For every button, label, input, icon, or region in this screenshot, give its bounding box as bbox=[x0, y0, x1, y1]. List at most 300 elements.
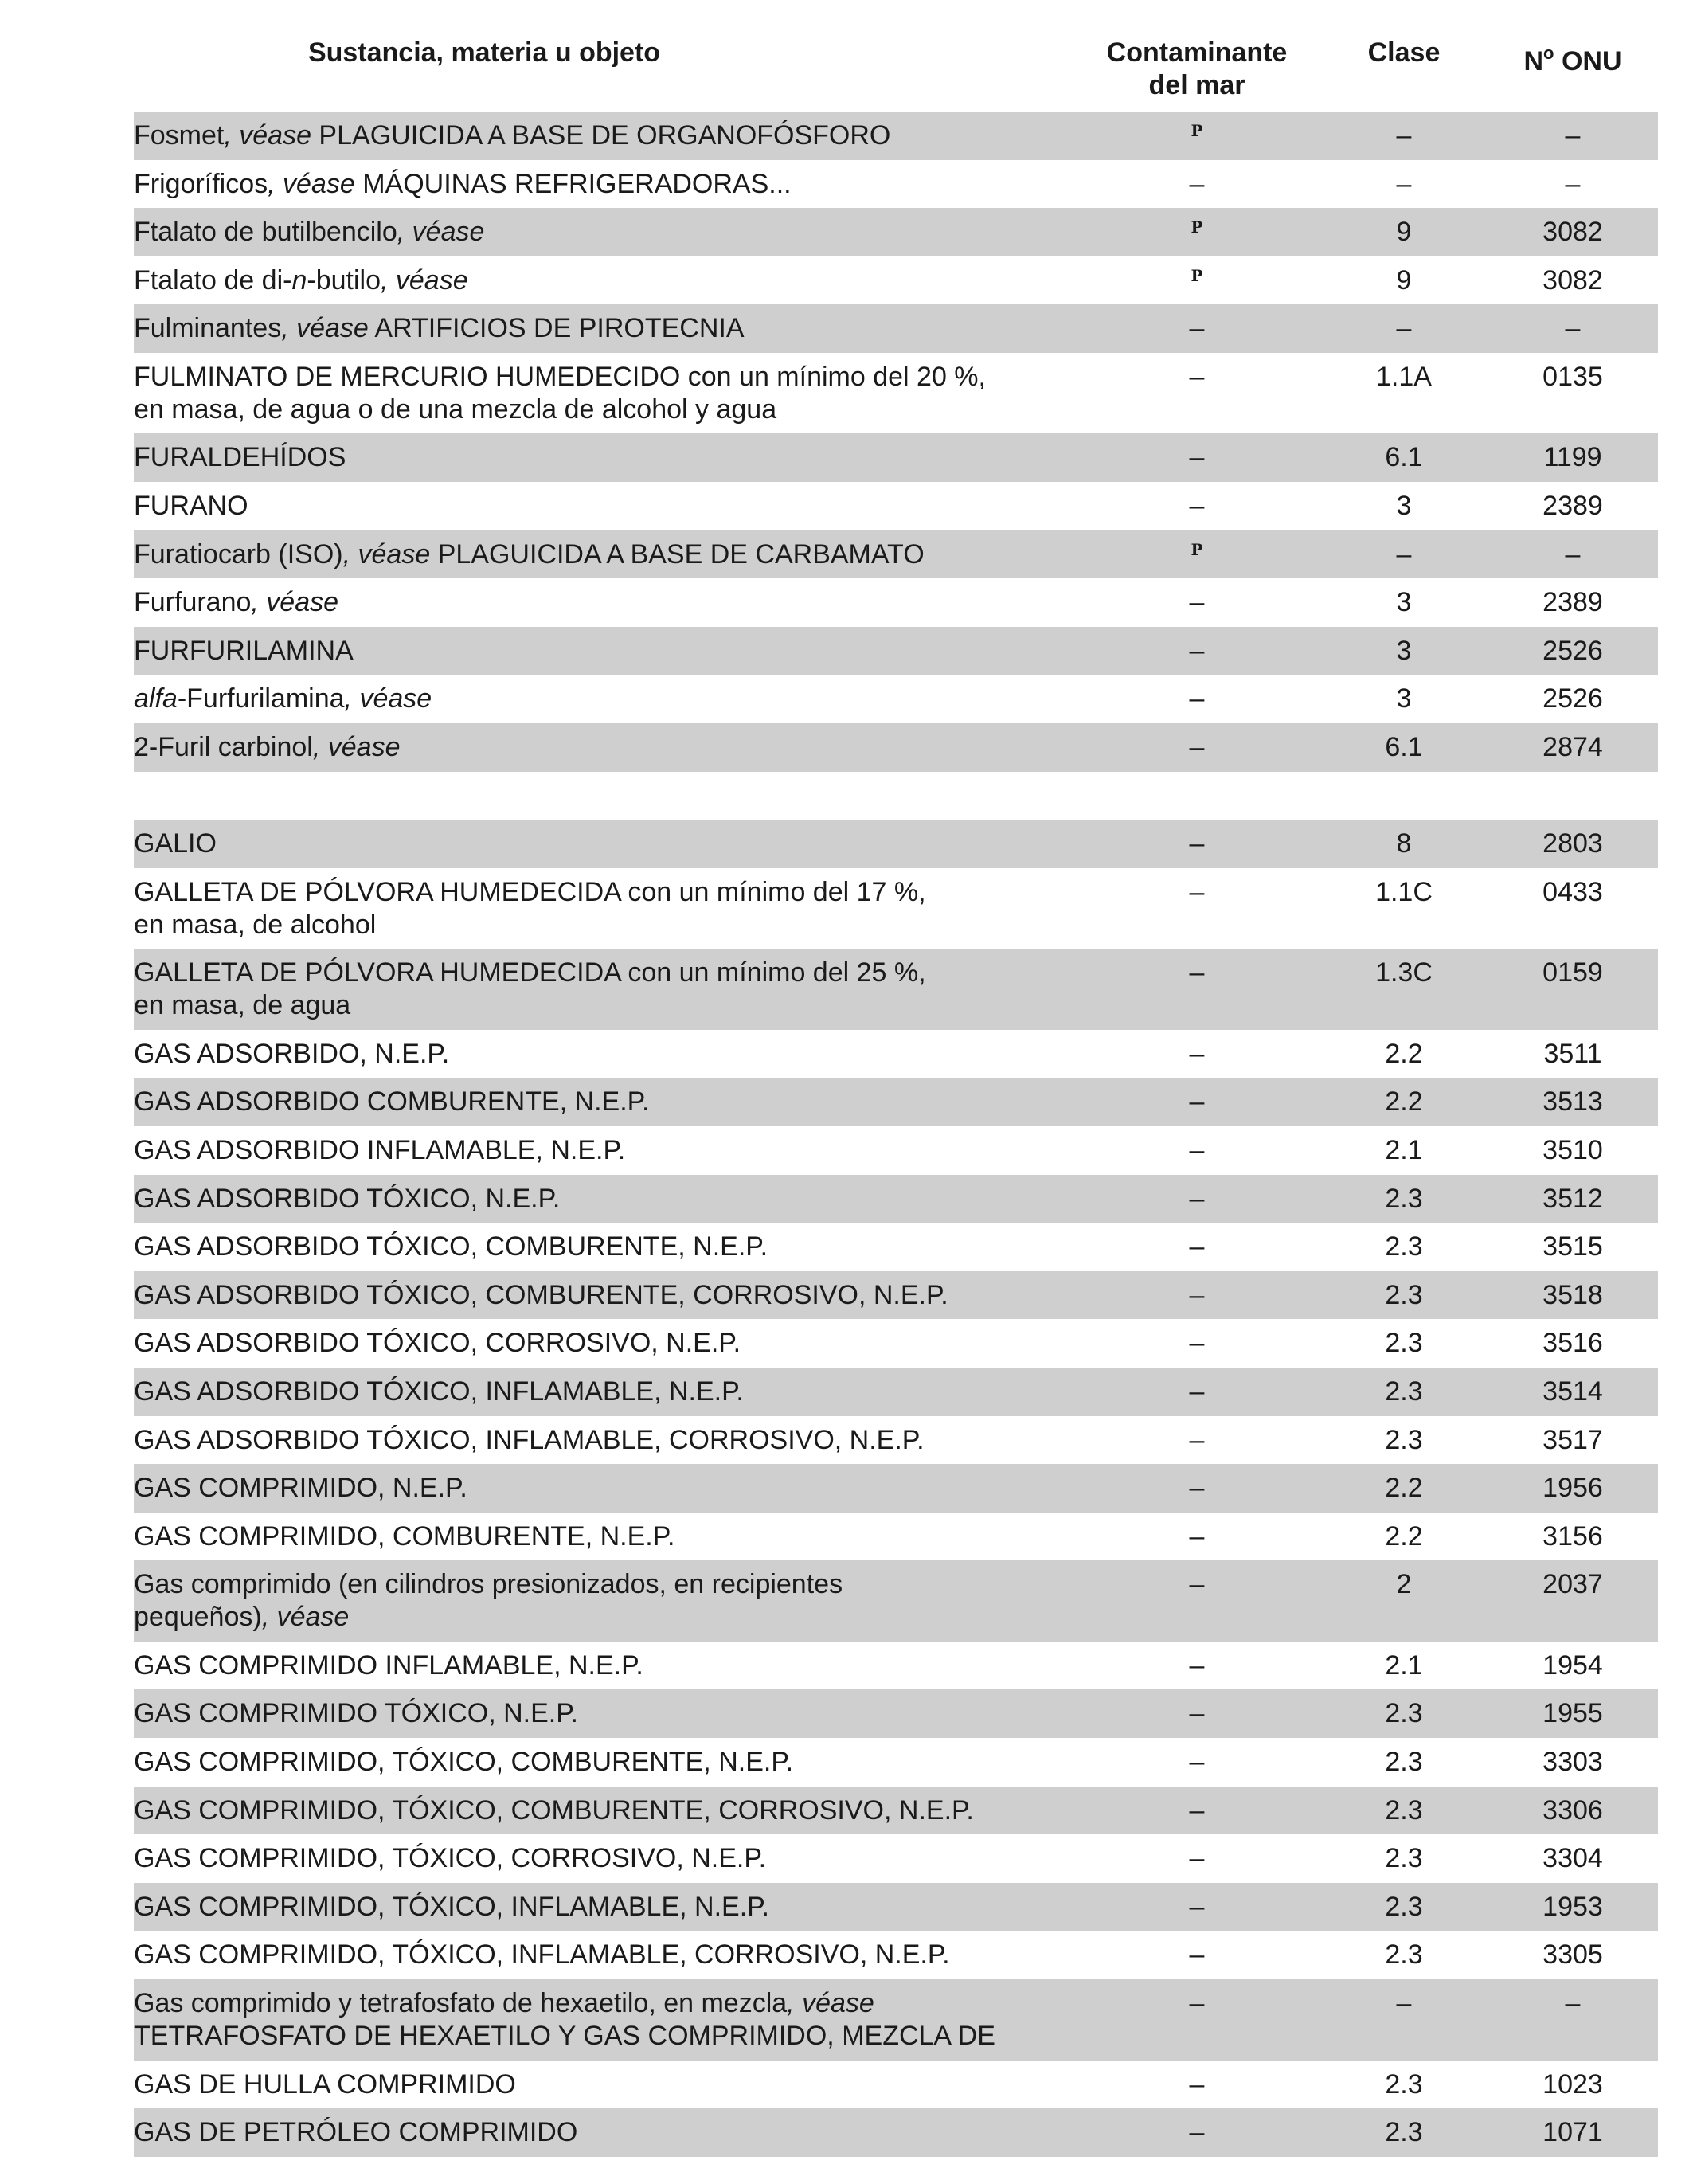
marine-pollutant-value: – bbox=[1189, 1376, 1205, 1407]
header-class: Clase bbox=[1367, 37, 1441, 68]
marine-pollutant-cell bbox=[1073, 2108, 1320, 2149]
marine-pollutant-cell bbox=[1073, 723, 1320, 764]
table-row bbox=[134, 304, 1658, 353]
marine-pollutant-cell bbox=[1073, 1175, 1320, 1215]
substance-cell bbox=[134, 1030, 1073, 1070]
marine-pollutant-value: – bbox=[1189, 168, 1205, 199]
marine-pollutant-cell bbox=[1073, 578, 1320, 619]
table-row bbox=[134, 1738, 1658, 1787]
substance-text-part: GAS ADSORBIDO, N.E.P. bbox=[134, 1038, 450, 1069]
substance-line bbox=[134, 731, 1073, 764]
marine-pollutant-cell bbox=[1073, 353, 1320, 393]
document-page bbox=[134, 32, 1658, 2157]
table-row bbox=[134, 1834, 1658, 1883]
class-cell: 2.3 bbox=[1385, 1183, 1423, 1214]
substance-cell bbox=[134, 1078, 1073, 1118]
marine-pollutant-cell bbox=[1073, 256, 1320, 300]
class-cell: – bbox=[1396, 538, 1412, 569]
substance-cell bbox=[134, 2108, 1073, 2149]
marine-pollutant-value: – bbox=[1189, 1424, 1205, 1455]
class-cell: – bbox=[1396, 120, 1412, 151]
substance-cell bbox=[134, 208, 1073, 249]
substance-text-part: GAS COMPRIMIDO, TÓXICO, COMBURENTE, N.E.P. bbox=[134, 1747, 794, 1778]
substance-text-part: -butilo bbox=[307, 264, 381, 296]
marine-pollutant-value: – bbox=[1189, 957, 1205, 988]
un-number-cell: 2526 bbox=[1542, 683, 1603, 714]
marine-pollutant-cell bbox=[1073, 530, 1320, 574]
marine-pollutant-cell bbox=[1073, 1787, 1320, 1827]
class-cell: 2.3 bbox=[1385, 1891, 1423, 1922]
table-row bbox=[134, 1416, 1658, 1465]
substance-text-part: , véase bbox=[281, 313, 369, 344]
class-cell: 9 bbox=[1396, 217, 1412, 248]
marine-pollutant-value: – bbox=[1189, 313, 1205, 344]
class-cell: 2.3 bbox=[1385, 1424, 1423, 1455]
un-number-cell: 1954 bbox=[1542, 1650, 1603, 1681]
table-row bbox=[134, 578, 1658, 627]
substance-line-2: en masa, de agua bbox=[134, 990, 351, 1021]
substance-cell bbox=[134, 433, 1073, 474]
un-number-cell: 3304 bbox=[1542, 1843, 1603, 1874]
marine-pollutant-value: – bbox=[1189, 1473, 1205, 1504]
substance-text-part: GAS ADSORBIDO COMBURENTE, N.E.P. bbox=[134, 1086, 650, 1117]
table-row bbox=[134, 256, 1658, 305]
marine-pollutant-cell bbox=[1073, 304, 1320, 345]
marine-pollutant-value: – bbox=[1189, 1698, 1205, 1729]
substance-text-part: GAS ADSORBIDO TÓXICO, CORROSIVO, N.E.P. bbox=[134, 1328, 741, 1359]
un-number-cell: 3518 bbox=[1542, 1279, 1603, 1310]
substance-text-part: , véase bbox=[312, 732, 401, 763]
substance-text-part: Gas comprimido (en cilindros presionizados, en recipientes bbox=[134, 1569, 843, 1600]
class-cell: 3 bbox=[1396, 491, 1412, 522]
marine-pollutant-value: – bbox=[1189, 1988, 1205, 2018]
marine-pollutant-cell bbox=[1073, 675, 1320, 715]
table-row bbox=[134, 433, 1658, 482]
substance-line bbox=[134, 361, 1073, 393]
substance-cell bbox=[134, 1689, 1073, 1730]
marine-pollutant-value: – bbox=[1189, 683, 1205, 714]
substance-cell bbox=[134, 868, 1073, 941]
table-row bbox=[134, 1175, 1658, 1223]
table-row bbox=[134, 1368, 1658, 1416]
marine-pollutant-cell bbox=[1073, 433, 1320, 474]
substance-text-part: pequeños) bbox=[134, 1602, 262, 1633]
substance-text-part: GAS DE PETRÓLEO COMPRIMIDO bbox=[134, 2117, 578, 2148]
class-cell: – bbox=[1396, 313, 1412, 344]
un-number-cell: 1956 bbox=[1542, 1473, 1603, 1504]
marine-pollutant-value: – bbox=[1189, 1939, 1205, 1971]
substance-text-part: PLAGUICIDA A BASE DE ORGANOFÓSFORO bbox=[311, 120, 891, 151]
substance-line bbox=[134, 1183, 1073, 1215]
marine-pollutant-value: – bbox=[1189, 1795, 1205, 1826]
table-row bbox=[134, 2061, 1658, 2109]
substance-cell bbox=[134, 256, 1073, 297]
un-number-cell: 3303 bbox=[1542, 1747, 1603, 1778]
marine-pollutant-cell bbox=[1073, 1513, 1320, 1553]
table-row bbox=[134, 1689, 1658, 1738]
class-cell: 2.3 bbox=[1385, 1698, 1423, 1729]
marine-pollutant-cell bbox=[1073, 868, 1320, 909]
marine-pollutant-cell bbox=[1073, 1689, 1320, 1730]
substance-text-part: GAS COMPRIMIDO, N.E.P. bbox=[134, 1473, 467, 1504]
table-row bbox=[134, 868, 1658, 949]
substance-cell bbox=[134, 160, 1073, 201]
substance-text-part: , véase bbox=[251, 587, 339, 618]
substance-line bbox=[134, 264, 1073, 297]
marine-pollutant-cell bbox=[1073, 1416, 1320, 1457]
substance-line bbox=[134, 1795, 1073, 1827]
marine-pollutant-cell bbox=[1073, 1560, 1320, 1601]
un-number-cell: 1953 bbox=[1542, 1891, 1603, 1922]
marine-pollutant-value: – bbox=[1189, 635, 1205, 666]
substance-text-part: Ftalato de di- bbox=[134, 264, 292, 296]
table-row bbox=[134, 530, 1658, 579]
class-cell: 2.3 bbox=[1385, 1939, 1423, 1971]
substance-cell bbox=[134, 2061, 1073, 2101]
marine-pollutant-value: – bbox=[1189, 732, 1205, 763]
substance-cell bbox=[134, 675, 1073, 715]
substance-text-part: Ftalato de butilbencilo bbox=[134, 217, 397, 248]
substance-text-part: GAS COMPRIMIDO, TÓXICO, CORROSIVO, N.E.P. bbox=[134, 1843, 767, 1874]
marine-pollutant-cell bbox=[1073, 627, 1320, 667]
marine-pollutant-value: – bbox=[1189, 1328, 1205, 1359]
substance-text-part: -Furfurilamina bbox=[177, 683, 345, 714]
un-number-cell: 3512 bbox=[1542, 1183, 1603, 1214]
substance-text-part: , véase bbox=[268, 168, 355, 199]
marine-pollutant-cell bbox=[1073, 1642, 1320, 1682]
substance-line bbox=[134, 538, 1073, 571]
class-cell: 2.3 bbox=[1385, 2117, 1423, 2148]
marine-pollutant-value: – bbox=[1189, 1747, 1205, 1778]
table-row bbox=[134, 1030, 1658, 1078]
marine-pollutant-cell bbox=[1073, 482, 1320, 523]
substance-text-part: , véase bbox=[344, 683, 432, 714]
substance-text-part: Furfurano bbox=[134, 587, 252, 618]
class-cell: 3 bbox=[1396, 683, 1412, 714]
substance-cell bbox=[134, 1513, 1073, 1553]
class-cell: – bbox=[1396, 168, 1412, 199]
class-cell: 2.3 bbox=[1385, 1843, 1423, 1874]
table-row bbox=[134, 112, 1658, 160]
substance-line bbox=[134, 1231, 1073, 1263]
marine-pollutant-cell bbox=[1073, 208, 1320, 252]
table-row bbox=[134, 1319, 1658, 1368]
substance-cell bbox=[134, 1787, 1073, 1827]
substance-text-part: GAS COMPRIMIDO, COMBURENTE, N.E.P. bbox=[134, 1521, 675, 1552]
substance-line bbox=[134, 1987, 1073, 2020]
substance-cell bbox=[134, 353, 1073, 426]
table-row bbox=[134, 1126, 1658, 1175]
class-cell: 1.1C bbox=[1375, 876, 1433, 907]
class-cell: 8 bbox=[1396, 828, 1412, 859]
marine-pollutant-value: – bbox=[1189, 1086, 1205, 1117]
table-row bbox=[134, 1513, 1658, 1561]
marine-pollutant-mark: P bbox=[1191, 217, 1203, 237]
un-number-cell: 3082 bbox=[1542, 217, 1603, 248]
marine-pollutant-cell bbox=[1073, 1271, 1320, 1312]
table-row bbox=[134, 1078, 1658, 1126]
substance-cell bbox=[134, 1319, 1073, 1360]
substance-text-part: ARTIFICIOS DE PIROTECNIA bbox=[368, 313, 745, 344]
un-number-cell: 3514 bbox=[1542, 1376, 1603, 1407]
substance-text-part: GAS ADSORBIDO TÓXICO, N.E.P. bbox=[134, 1183, 561, 1214]
substance-line bbox=[134, 1086, 1073, 1118]
substance-cell bbox=[134, 1175, 1073, 1215]
marine-pollutant-cell bbox=[1073, 1464, 1320, 1505]
un-number-cell: 1199 bbox=[1543, 442, 1602, 473]
table-row bbox=[134, 675, 1658, 723]
un-number-cell: 0159 bbox=[1542, 957, 1603, 988]
substance-cell bbox=[134, 1223, 1073, 1263]
substance-text-part: , véase bbox=[787, 1988, 874, 2018]
substance-line bbox=[134, 1521, 1073, 1553]
substance-line bbox=[134, 1376, 1073, 1408]
marine-pollutant-cell bbox=[1073, 1883, 1320, 1924]
substance-line bbox=[134, 1134, 1073, 1167]
marine-pollutant-value: – bbox=[1189, 361, 1205, 392]
substance-cell bbox=[134, 820, 1073, 860]
table-row bbox=[134, 1223, 1658, 1271]
substance-cell bbox=[134, 949, 1073, 1022]
table-row bbox=[134, 627, 1658, 675]
marine-pollutant-value: – bbox=[1189, 491, 1205, 522]
un-number-cell: 3305 bbox=[1542, 1939, 1603, 1971]
header-un-rest: ONU bbox=[1554, 46, 1622, 76]
substance-text-part: FULMINATO DE MERCURIO HUMEDECIDO con un mínimo del 20 %, bbox=[134, 361, 986, 392]
substance-cell bbox=[134, 1883, 1073, 1924]
substance-cell bbox=[134, 1126, 1073, 1167]
marine-pollutant-mark: P bbox=[1191, 265, 1203, 285]
class-cell: 2.3 bbox=[1385, 1795, 1423, 1826]
header-un-number bbox=[1488, 32, 1658, 112]
marine-pollutant-value: – bbox=[1189, 1279, 1205, 1310]
substance-text-part: FURALDEHÍDOS bbox=[134, 442, 346, 473]
un-number-cell: – bbox=[1565, 1988, 1581, 2018]
table-body bbox=[134, 112, 1658, 2157]
un-number-cell: – bbox=[1565, 168, 1581, 199]
substance-text-part: , véase bbox=[397, 217, 485, 248]
table-row bbox=[134, 1271, 1658, 1320]
substance-text-part: Frigoríficos bbox=[134, 168, 268, 199]
table-row bbox=[134, 1931, 1658, 1979]
class-cell: 2.1 bbox=[1385, 1650, 1423, 1681]
marine-pollutant-value: – bbox=[1189, 1569, 1205, 1600]
substance-line bbox=[134, 957, 1073, 989]
substance-cell bbox=[134, 1642, 1073, 1682]
substance-text-part: GAS ADSORBIDO TÓXICO, INFLAMABLE, CORROSIVO, N.E.P. bbox=[134, 1424, 925, 1455]
substance-line-2 bbox=[134, 1601, 1073, 1634]
class-cell: 1.3C bbox=[1375, 957, 1433, 988]
un-number-cell: 1071 bbox=[1542, 2117, 1603, 2148]
substance-line bbox=[134, 1939, 1073, 1971]
substance-cell bbox=[134, 1416, 1073, 1457]
table-row bbox=[134, 1787, 1658, 1835]
un-number-cell: 3306 bbox=[1542, 1795, 1603, 1826]
marine-pollutant-value: – bbox=[1189, 1891, 1205, 1922]
class-cell: 2.3 bbox=[1385, 1747, 1423, 1778]
marine-pollutant-value: – bbox=[1189, 1038, 1205, 1069]
substance-cell bbox=[134, 1464, 1073, 1505]
un-number-cell: 3517 bbox=[1542, 1424, 1603, 1455]
substance-cell bbox=[134, 578, 1073, 619]
substance-line-2: en masa, de alcohol bbox=[134, 909, 377, 940]
un-number-cell: 3516 bbox=[1542, 1328, 1603, 1359]
substance-line bbox=[134, 312, 1073, 345]
substance-text-part: GALLETA DE PÓLVORA HUMEDECIDA con un mínimo del 17 %, bbox=[134, 876, 926, 907]
substance-line bbox=[134, 1424, 1073, 1457]
substance-line bbox=[134, 1697, 1073, 1730]
class-cell: 6.1 bbox=[1385, 732, 1423, 763]
table-row bbox=[134, 1642, 1658, 1690]
substance-cell bbox=[134, 530, 1073, 571]
table-row bbox=[134, 353, 1658, 434]
marine-pollutant-value: – bbox=[1189, 1183, 1205, 1214]
marine-pollutant-cell bbox=[1073, 1834, 1320, 1875]
substance-text-part: FURFURILAMINA bbox=[134, 635, 354, 666]
marine-pollutant-cell bbox=[1073, 1319, 1320, 1360]
substance-line bbox=[134, 1568, 1073, 1601]
class-cell: 2.2 bbox=[1385, 1038, 1423, 1069]
marine-pollutant-cell bbox=[1073, 1030, 1320, 1070]
un-number-cell: 3515 bbox=[1542, 1231, 1603, 1262]
substance-line bbox=[134, 1279, 1073, 1312]
substance-text-part: GAS ADSORBIDO INFLAMABLE, N.E.P. bbox=[134, 1135, 626, 1165]
marine-pollutant-value: – bbox=[1189, 1650, 1205, 1681]
marine-pollutant-cell bbox=[1073, 1078, 1320, 1118]
un-number-cell: – bbox=[1565, 538, 1581, 569]
substance-line bbox=[134, 168, 1073, 201]
substance-line bbox=[134, 635, 1073, 667]
substance-text-part: GAS COMPRIMIDO, TÓXICO, INFLAMABLE, CORROSIVO, N.E.P. bbox=[134, 1939, 950, 1971]
substance-text-part: n bbox=[291, 264, 307, 296]
marine-pollutant-cell bbox=[1073, 160, 1320, 201]
class-cell: 9 bbox=[1396, 264, 1412, 296]
marine-pollutant-value: – bbox=[1189, 1521, 1205, 1552]
section-spacer bbox=[134, 772, 1658, 820]
marine-pollutant-mark: P bbox=[1191, 121, 1203, 140]
marine-pollutant-value: – bbox=[1189, 2117, 1205, 2148]
class-cell: 2.3 bbox=[1385, 1279, 1423, 1310]
marine-pollutant-cell bbox=[1073, 949, 1320, 989]
substance-line bbox=[134, 876, 1073, 909]
substance-line bbox=[134, 1650, 1073, 1682]
un-number-cell: 3510 bbox=[1542, 1135, 1603, 1165]
substance-cell bbox=[134, 1271, 1073, 1312]
substance-line bbox=[134, 119, 1073, 152]
un-number-cell: 2874 bbox=[1542, 732, 1603, 763]
substance-cell bbox=[134, 1979, 1073, 2053]
un-number-cell: 1023 bbox=[1542, 2069, 1603, 2100]
header-un-n: N bbox=[1523, 46, 1544, 76]
substance-text-part: FURANO bbox=[134, 491, 248, 522]
substance-text-part: GAS COMPRIMIDO INFLAMABLE, N.E.P. bbox=[134, 1650, 643, 1681]
substance-text-part: GAS COMPRIMIDO TÓXICO, N.E.P. bbox=[134, 1698, 578, 1729]
substance-line bbox=[134, 2069, 1073, 2101]
marine-pollutant-cell bbox=[1073, 1979, 1320, 2020]
marine-pollutant-cell bbox=[1073, 2061, 1320, 2101]
substance-line-2: TETRAFOSFATO DE HEXAETILO Y GAS COMPRIMIDO, MEZCLA DE bbox=[134, 2021, 995, 2051]
substance-text-part: , véase bbox=[342, 538, 431, 569]
header-un-sup: o bbox=[1543, 43, 1554, 63]
header-marine-pollutant bbox=[1073, 32, 1320, 112]
substance-text-part: GAS COMPRIMIDO, TÓXICO, INFLAMABLE, N.E.P. bbox=[134, 1891, 769, 1922]
substance-line bbox=[134, 1038, 1073, 1070]
class-cell: 2.2 bbox=[1385, 1086, 1423, 1117]
marine-pollutant-value: – bbox=[1189, 1843, 1205, 1874]
un-number-cell: 3082 bbox=[1542, 264, 1603, 296]
un-number-cell: 1955 bbox=[1542, 1698, 1603, 1729]
marine-pollutant-value: – bbox=[1189, 442, 1205, 473]
substance-cell bbox=[134, 1560, 1073, 1634]
substance-text-part: Gas comprimido y tetrafosfato de hexaetilo, en mezcla bbox=[134, 1988, 788, 2018]
substance-line bbox=[134, 683, 1073, 715]
class-cell: 2.3 bbox=[1385, 1376, 1423, 1407]
substance-text-part: PLAGUICIDA A BASE DE CARBAMATO bbox=[430, 538, 925, 569]
table-header bbox=[134, 32, 1658, 112]
table-row bbox=[134, 723, 1658, 772]
class-cell: 2.2 bbox=[1385, 1521, 1423, 1552]
substance-line bbox=[134, 490, 1073, 523]
class-cell: 2 bbox=[1396, 1569, 1412, 1600]
table-row bbox=[134, 160, 1658, 209]
un-number-cell: – bbox=[1565, 313, 1581, 344]
substance-text-part: GALLETA DE PÓLVORA HUMEDECIDA con un mínimo del 25 %, bbox=[134, 957, 926, 988]
substance-text-part: , véase bbox=[224, 120, 311, 151]
substance-text-part: Fosmet bbox=[134, 120, 225, 151]
marine-pollutant-value: – bbox=[1189, 828, 1205, 859]
class-cell: 2.2 bbox=[1385, 1473, 1423, 1504]
substance-cell bbox=[134, 1931, 1073, 1971]
substance-text-part: GAS ADSORBIDO TÓXICO, COMBURENTE, N.E.P. bbox=[134, 1231, 768, 1262]
table-row bbox=[134, 208, 1658, 256]
table-row bbox=[134, 2108, 1658, 2157]
substance-cell bbox=[134, 1738, 1073, 1779]
substance-line bbox=[134, 586, 1073, 619]
substance-text-part: GAS COMPRIMIDO, TÓXICO, COMBURENTE, CORROSIVO, N.E.P. bbox=[134, 1795, 974, 1826]
marine-pollutant-cell bbox=[1073, 1368, 1320, 1408]
un-number-cell: 2526 bbox=[1542, 635, 1603, 666]
table-row bbox=[134, 1560, 1658, 1642]
un-number-cell: – bbox=[1565, 120, 1581, 151]
class-cell: 2.1 bbox=[1385, 1135, 1423, 1165]
class-cell: 6.1 bbox=[1385, 442, 1423, 473]
substance-text-part: 2-Furil carbinol bbox=[134, 732, 313, 763]
header-marine-line2: del mar bbox=[1148, 70, 1245, 100]
marine-pollutant-cell bbox=[1073, 112, 1320, 155]
substance-line bbox=[134, 1472, 1073, 1505]
table-row bbox=[134, 1883, 1658, 1932]
un-number-cell: 2037 bbox=[1542, 1569, 1603, 1600]
table-row bbox=[134, 1464, 1658, 1513]
marine-pollutant-cell bbox=[1073, 1126, 1320, 1167]
marine-pollutant-cell bbox=[1073, 820, 1320, 860]
class-cell: 3 bbox=[1396, 635, 1412, 666]
header-substance: Sustancia, materia u objeto bbox=[307, 37, 661, 68]
substance-line bbox=[134, 2116, 1073, 2149]
substance-text-part: Furatiocarb (ISO) bbox=[134, 538, 343, 569]
substance-line bbox=[134, 1327, 1073, 1360]
class-cell: 2.3 bbox=[1385, 1231, 1423, 1262]
substance-line bbox=[134, 1746, 1073, 1779]
un-number-cell: 3513 bbox=[1542, 1086, 1603, 1117]
class-cell: 2.3 bbox=[1385, 2069, 1423, 2100]
marine-pollutant-value: – bbox=[1189, 2069, 1205, 2100]
un-number-cell: 2803 bbox=[1542, 828, 1603, 859]
table-row bbox=[134, 820, 1658, 868]
marine-pollutant-value: – bbox=[1189, 876, 1205, 907]
substance-cell bbox=[134, 1368, 1073, 1408]
substance-line bbox=[134, 441, 1073, 474]
